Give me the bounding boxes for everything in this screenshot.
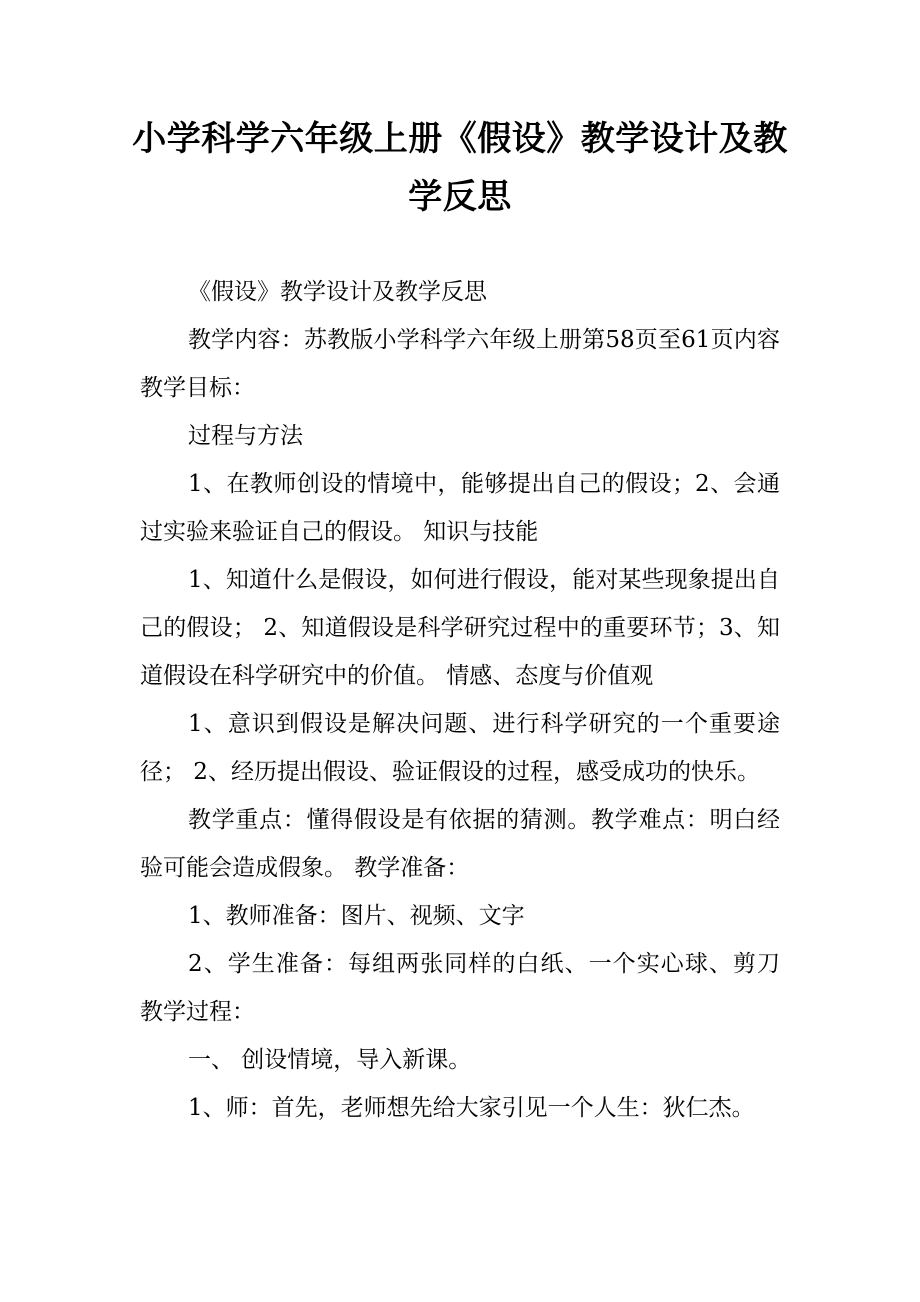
paragraph-student-prep: 2、学生准备：每组两张同样的白纸、一个实心球、剪刀 教学过程： — [140, 951, 780, 1025]
paragraph-section-1: 一、 创设情境，导入新课。 — [188, 1047, 472, 1073]
paragraph-objective-1: 1、在教师创设的情境中，能够提出自己的假设；2、会通过实验来验证自己的假设。 知识与技能 — [140, 471, 780, 545]
paragraph-objective-3: 1、意识到假设是解决问题、进行科学研究的一个重要途径； 2、经历提出假设、验证假设的过程，感受成功的快乐。 — [140, 711, 780, 785]
document-body — [140, 268, 780, 1132]
document-title: 小学科学六年级上册《假设》教学设计及教学反思 — [132, 119, 788, 217]
paragraph-step-1: 1、师：首先，老师想先给大家引见一个人生：狄仁杰。 — [188, 1095, 755, 1121]
paragraph-key-points: 教学重点：懂得假设是有依据的猜测。教学难点：明白经验可能会造成假象。 教学准备： — [140, 807, 780, 881]
paragraph-content: 教学内容：苏教版小学科学六年级上册第58页至61页内容 教学目标： — [140, 327, 780, 401]
paragraph-process-method: 过程与方法 — [188, 423, 303, 449]
paragraph-subtitle: 《假设》教学设计及教学反思 — [188, 279, 487, 305]
paragraph-objective-2: 1、知道什么是假设，如何进行假设，能对某些现象提出自己的假设； 2、知道假设是科学研究过程中的重要环节；3、知道假设在科学研究中的价值。 情感、态度与价值观 — [140, 567, 780, 689]
paragraph-teacher-prep: 1、教师准备：图片、视频、文字 — [188, 903, 525, 929]
